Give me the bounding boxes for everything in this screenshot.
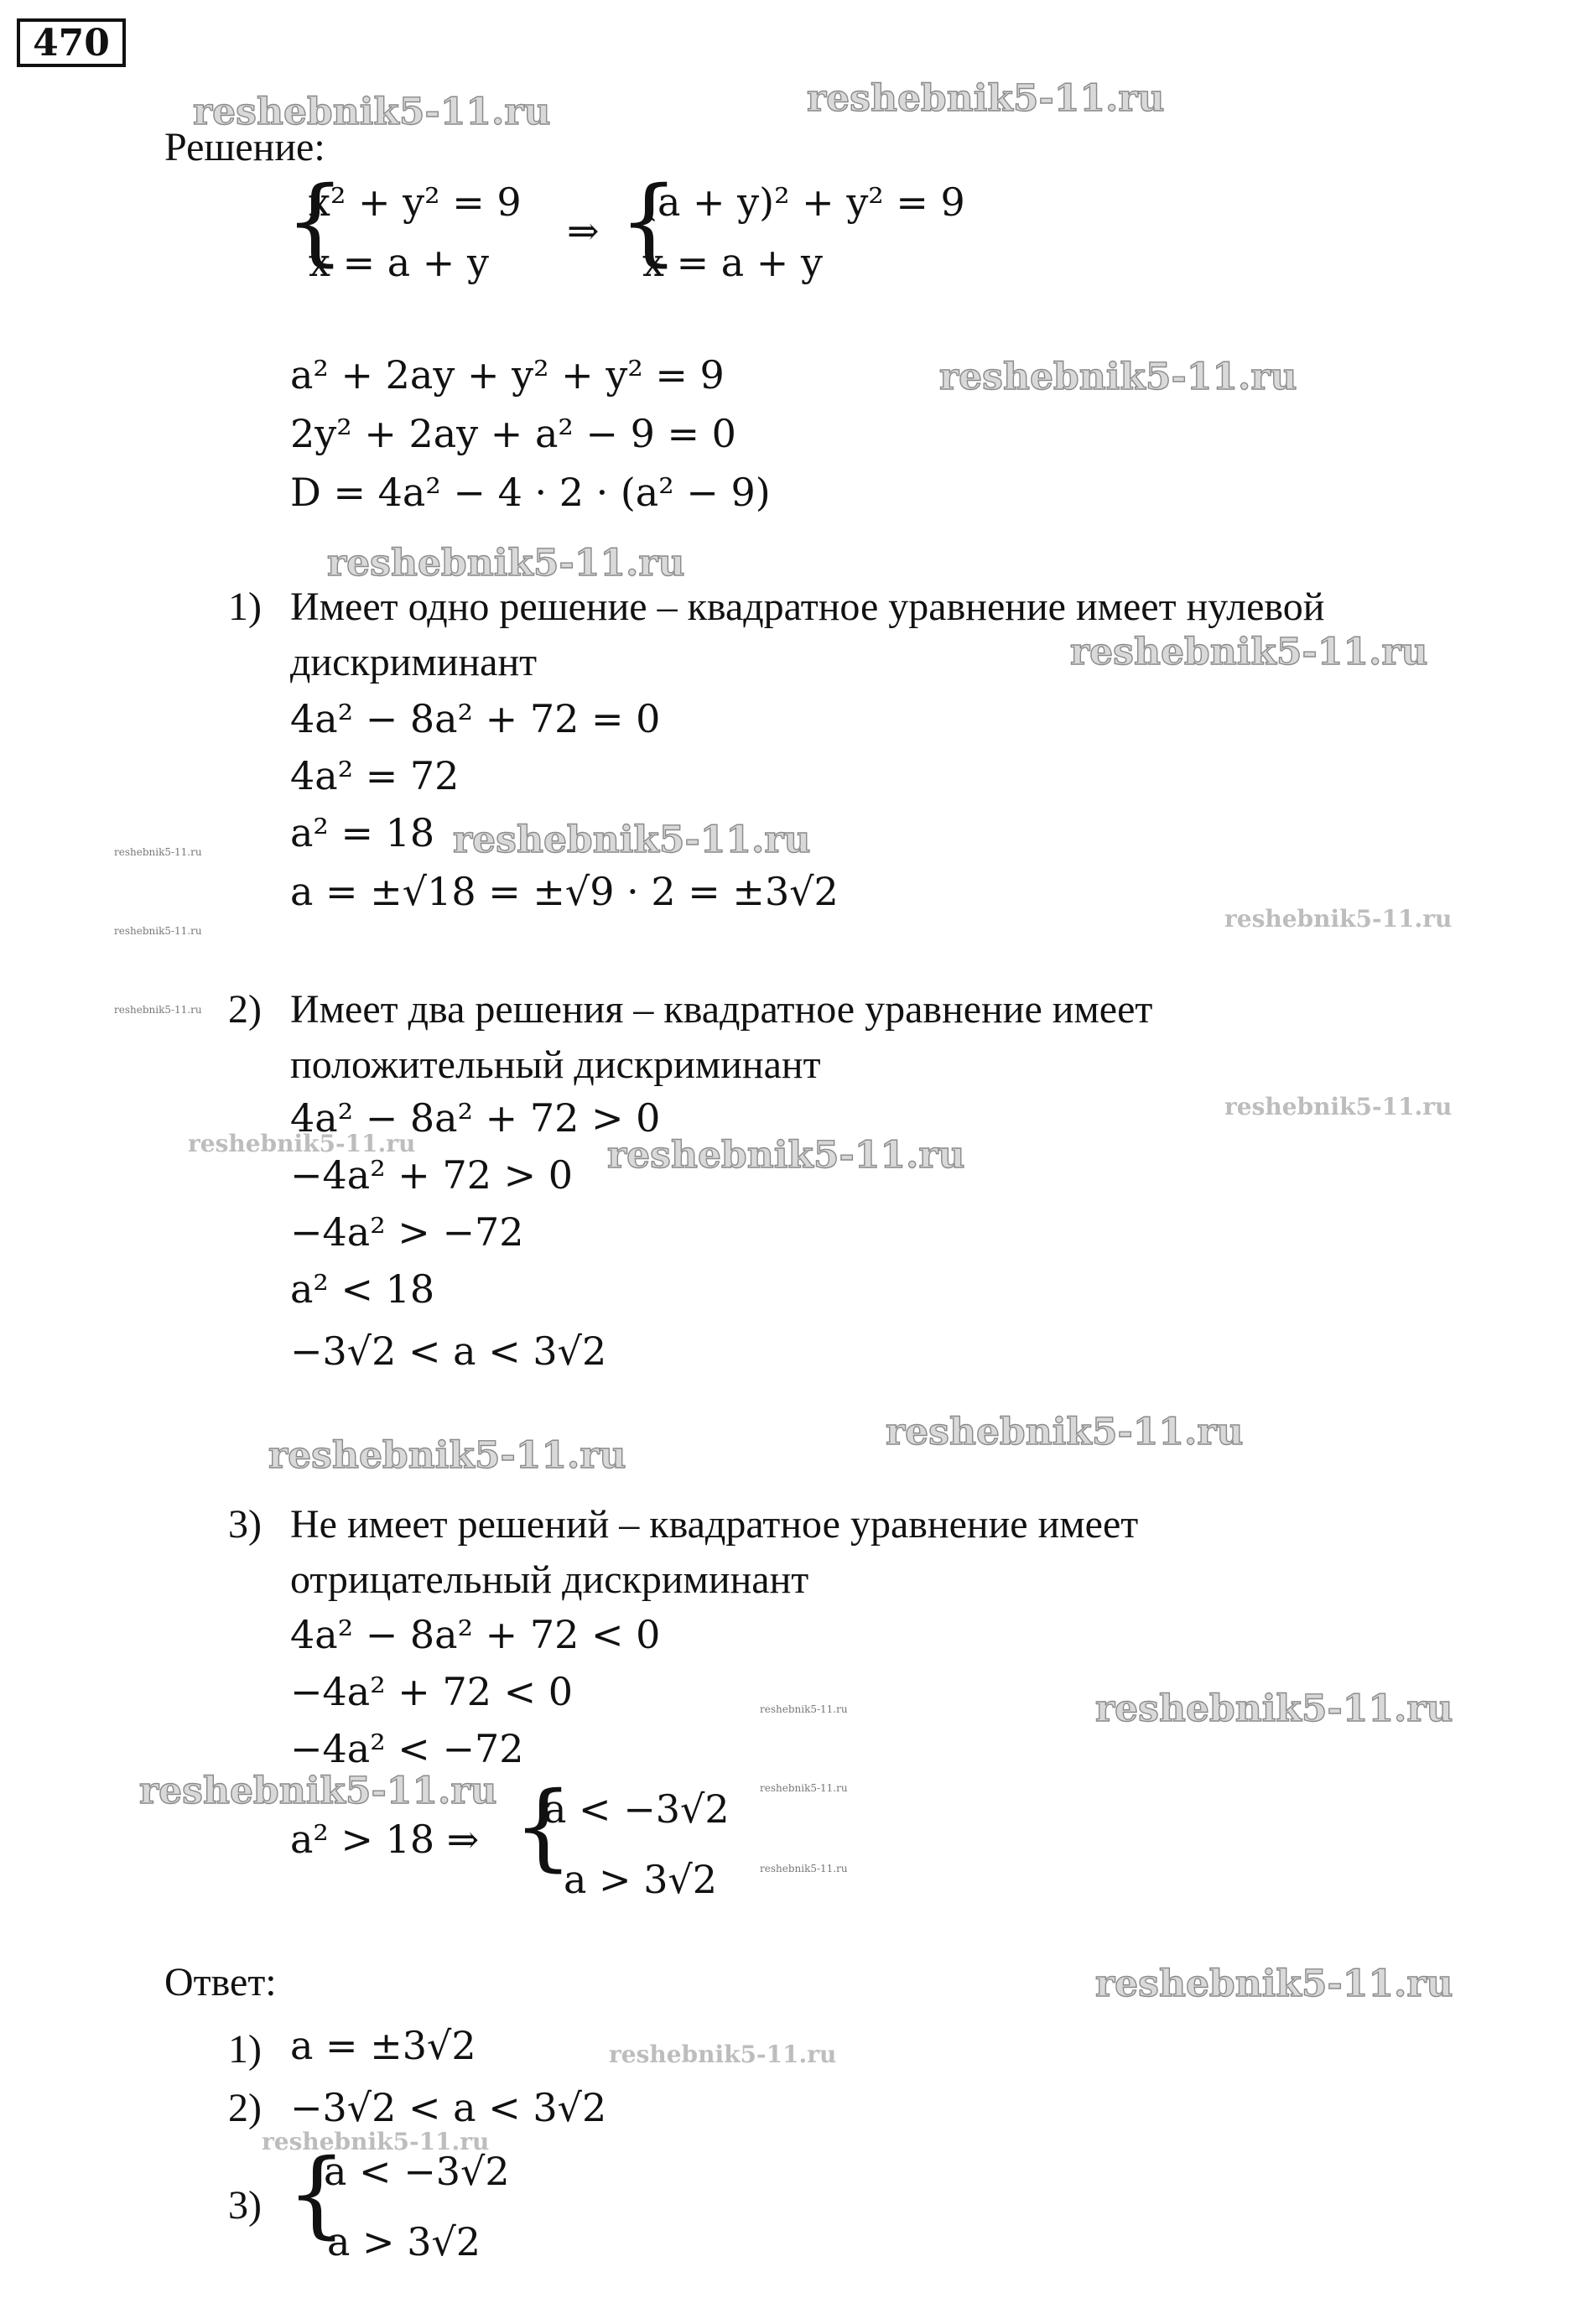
problem-number: 470: [17, 18, 126, 67]
system-brace: {: [619, 167, 679, 276]
system1-eq2: x = a + y: [309, 240, 489, 285]
answer-number: 3): [228, 2183, 262, 2228]
math-line: 4a² − 8a² + 72 > 0: [290, 1095, 661, 1141]
watermark: reshebnik5-11.ru: [114, 1004, 202, 1016]
watermark: reshebnik5-11.ru: [453, 819, 811, 861]
system-brace: {: [287, 2139, 347, 2249]
system1-eq1: x² + y² = 9: [309, 179, 522, 225]
math-line: a = ±√18 = ±√9 · 2 = ±3√2: [290, 869, 839, 914]
case-text: Имеет одно решение – квадратное уравнение имеет нулевой: [290, 585, 1325, 629]
system-brace: {: [513, 1772, 574, 1881]
math-line: −4a² + 72 < 0: [290, 1669, 574, 1714]
case-text: Не имеет решений – квадратное уравнение имеет: [290, 1502, 1139, 1547]
watermark: reshebnik5-11.ru: [262, 2128, 490, 2155]
watermark: reshebnik5-11.ru: [139, 1770, 497, 1812]
math-line: a² < 18: [290, 1266, 435, 1312]
watermark: reshebnik5-11.ru: [1095, 1687, 1453, 1730]
math-line: a² > 18 ⇒: [290, 1817, 480, 1862]
watermark: reshebnik5-11.ru: [1095, 1963, 1453, 2005]
answer-number: 2): [228, 2086, 262, 2130]
implies-arrow: ⇒: [567, 208, 600, 253]
answer-line: a = ±3√2: [290, 2023, 476, 2068]
step-line: D = 4a² − 4 · 2 · (a² − 9): [290, 470, 771, 515]
watermark: reshebnik5-11.ru: [1224, 905, 1453, 933]
watermark: reshebnik5-11.ru: [609, 2041, 837, 2068]
watermark: reshebnik5-11.ru: [760, 1703, 848, 1715]
case-text: отрицательный дискриминант: [290, 1557, 809, 1602]
watermark: reshebnik5-11.ru: [807, 77, 1165, 120]
watermark: reshebnik5-11.ru: [1070, 631, 1428, 673]
math-line: a² = 18: [290, 810, 435, 855]
math-line: 4a² − 8a² + 72 < 0: [290, 1612, 661, 1657]
answer-line: −3√2 < a < 3√2: [290, 2085, 607, 2130]
watermark: reshebnik5-11.ru: [886, 1411, 1244, 1453]
solution-label: Решение:: [164, 125, 325, 169]
watermark: reshebnik5-11.ru: [114, 925, 202, 937]
step-line: 2y² + 2ay + a² − 9 = 0: [290, 411, 736, 456]
watermark: reshebnik5-11.ru: [188, 1130, 416, 1157]
watermark: reshebnik5-11.ru: [760, 1863, 848, 1874]
watermark: reshebnik5-11.ru: [760, 1782, 848, 1794]
math-line: −4a² + 72 > 0: [290, 1152, 574, 1198]
watermark: reshebnik5-11.ru: [939, 356, 1297, 398]
watermark: reshebnik5-11.ru: [268, 1434, 626, 1477]
math-line: −4a² < −72: [290, 1726, 524, 1771]
case-text: дискриминант: [290, 640, 538, 684]
system-line: a < −3√2: [543, 1786, 730, 1832]
system-brace: {: [285, 167, 346, 276]
case-number: 1): [228, 585, 262, 629]
math-line: −3√2 < a < 3√2: [290, 1328, 607, 1374]
system2-eq2: x = a + y: [642, 240, 823, 285]
case-number: 2): [228, 987, 262, 1032]
system2-eq1: (a + y)² + y² = 9: [642, 179, 965, 225]
answer-system-line: a > 3√2: [327, 2219, 481, 2264]
math-line: 4a² − 8a² + 72 = 0: [290, 696, 661, 741]
step-line: a² + 2ay + y² + y² = 9: [290, 352, 725, 398]
watermark: reshebnik5-11.ru: [1224, 1093, 1453, 1120]
system-line: a > 3√2: [564, 1857, 718, 1902]
answer-label: Ответ:: [164, 1960, 277, 2004]
case-text: положительный дискриминант: [290, 1042, 821, 1087]
watermark: reshebnik5-11.ru: [193, 91, 551, 133]
watermark: reshebnik5-11.ru: [114, 846, 202, 858]
math-line: −4a² > −72: [290, 1209, 524, 1255]
answer-system-line: a < −3√2: [324, 2149, 510, 2194]
watermark: reshebnik5-11.ru: [327, 542, 685, 585]
case-text: Имеет два решения – квадратное уравнение имеет: [290, 987, 1153, 1032]
watermark: reshebnik5-11.ru: [607, 1134, 965, 1177]
answer-number: 1): [228, 2027, 262, 2072]
math-line: 4a² = 72: [290, 753, 460, 798]
case-number: 3): [228, 1502, 262, 1547]
